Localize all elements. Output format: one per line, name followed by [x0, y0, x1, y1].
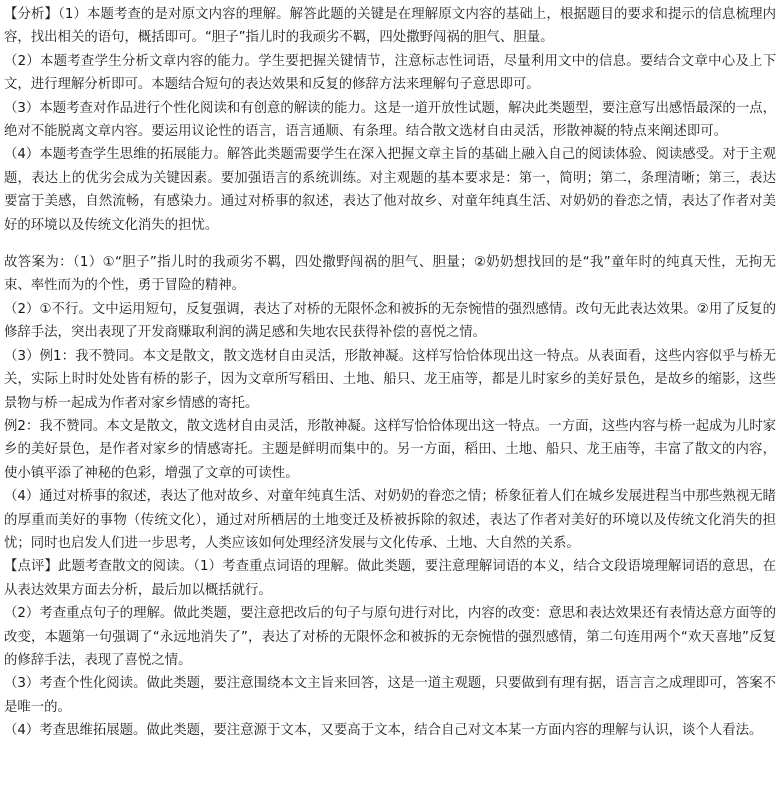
comment-part-3: （3）考查个性化阅读。做此类题，要注意围绕本文主旨来回答，这是一道主观题，只要做到有理有据，语言言之成理即可，答案不是唯一的。	[4, 676, 776, 715]
analysis-part-4: （4）本题考查学生思维的拓展能力。解答此类题需要学生在深入把握文章主旨的基础上融入自己的阅读体验、阅读感受。对于主观题，表达上的优劣会成为关键因素。要加强语言的系统训练。对主观题的基本要求是：第一，简明；第二，条理清晰；第三，表达要富于美感，自然流畅，有感染力。通过对桥事的叙述，表达了他对故乡、对童年纯真生活、对奶奶的眷恋之情，表达了作者对美好的环境以及传统文化消失的担忧。	[4, 147, 776, 233]
answer-section	[4, 251, 776, 555]
analysis-part-3: （3）本题考查对作品进行个性化阅读和有创意的解读的能力。这是一道开放性试题，解决此类题型，要注意写出感悟最深的一点，绝对不能脱离文章内容。要运用议论性的语言，语言通顺、有条理。结合散文选材自由灵活，形散神凝的特点来阐述即可。	[4, 100, 776, 140]
comment-part-2: （2）考查重点句子的理解。做此类题，要注意把改后的句子与原句进行对比，内容的改变：意思和表达效果还有表情达意方面等的改变，本题第一句强调了“永远地消失了”，表达了对桥的无限怀念和被拆的无奈惋惜的强烈感情，第二句连用两个“欢天喜地”反复的修辞手法，表现了喜悦之情。	[4, 606, 776, 668]
answer-part-4: （4）通过对桥事的叙述，表达了他对故乡、对童年纯真生活、对奶奶的眷恋之情；桥象征着人们在城乡发展进程当中那些熟视无睹的厚重而美好的事物（传统文化），通过对所栖居的土地变迁及桥被拆除的叙述，表达了作者对美好的环境以及传统文化消失的担忧；同时也启发人们进一步思考，人类应该如何处理经济发展与文化传承、土地、大自然的关系。	[4, 489, 776, 551]
answer-part-1: 故答案为：（1）①“胆子”指儿时的我顽劣不羁，四处撒野闯祸的胆气、胆量；②奶奶想找回的是“我”童年时的纯真天性，无拘无束、率性而为的个性，勇于冒险的精神。	[4, 255, 776, 294]
section-gap	[4, 237, 776, 251]
answer-part-3-example-1: （3）例1：我不赞同。本文是散文，散文选材自由灵活，形散神凝。这样写恰恰体现出这一特点。从表面看，这些内容似乎与桥无关，实际上时时处处皆有桥的影子，因为文章所写稻田、土地、船只、龙王庙等，都是儿时家乡的美好景色，是故乡的缩影，这些景物与桥一起成为作者对家乡情感的寄托。	[4, 348, 776, 411]
comment-section	[4, 555, 776, 742]
answer-part-2: （2）①不行。文中运用短句，反复强调，表达了对桥的无限怀念和被拆的无奈惋惜的强烈感情。改句无此表达效果。②用了反复的修辞手法，突出表现了开发商赚取利润的满足感和失地农民获得补偿的喜悦之情。	[4, 301, 776, 341]
comment-part-1: 【点评】此题考查散文的阅读。（1）考查重点词语的理解。做此类题，要注意理解词语的本义，结合文段语境理解词语的意思，在从表达效果方面去分析，最后加以概括就行。	[4, 559, 776, 598]
comment-part-4: （4）考查思维拓展题。做此类题，要注意源于文本，又要高于文本，结合自己对文本某一方面内容的理解与认识，谈个人看法。	[4, 723, 763, 739]
analysis-part-2: （2）本题考查学生分析文章内容的能力。学生要把握关键情节，注意标志性词语，尽量利用文中的信息。要结合文章中心及上下文，进行理解分析即可。本题结合短句的表达效果和反复的修辞方法来理解句子意思即可。	[4, 53, 776, 93]
analysis-part-1: 【分析】（1）本题考查的是对原文内容的理解。解答此题的关键是在理解原文内容的基础上，根据题目的要求和提示的信息梳理内容，找出相关的语句，概括即可。“胆子”指儿时的我顽劣不羁，四处撒野闯祸的胆气、胆量。	[4, 7, 776, 46]
answer-part-3-example-2: 例2：我不赞同。本文是散文，散文选材自由灵活，形散神凝。这样写恰恰体现出这一特点。一方面，这些内容与桥一起成为儿时家乡的美好景色，是作者对家乡的情感寄托。主题是鲜明而集中的。另一方面，稻田、土地、船只、龙王庙等，丰富了散文的内容，使小镇平添了神秘的色彩，增强了文章的可读性。	[4, 418, 776, 481]
analysis-section	[4, 3, 776, 237]
